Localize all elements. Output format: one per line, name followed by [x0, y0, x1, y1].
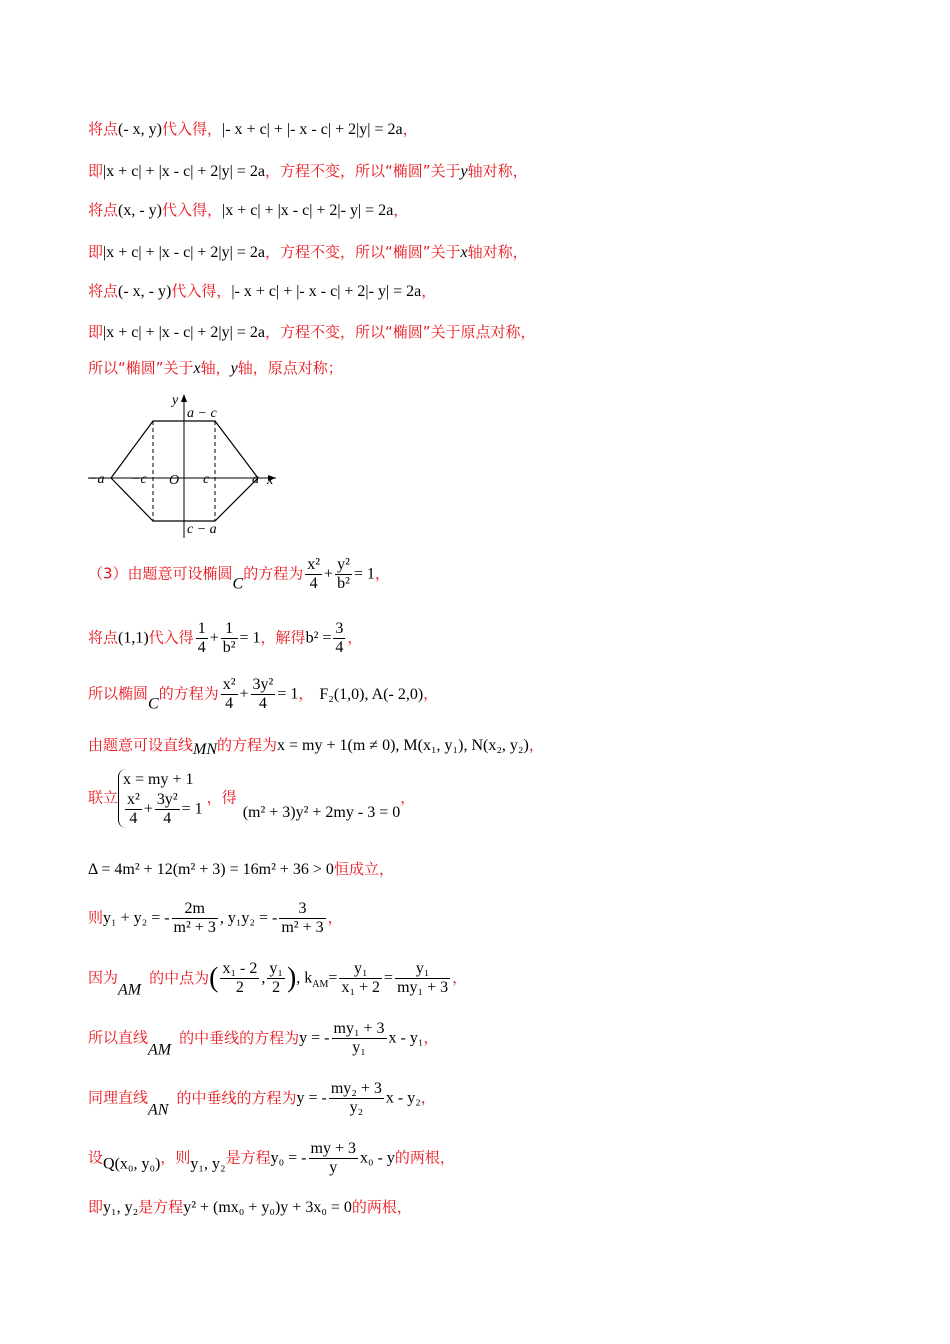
text: 代入得，	[162, 201, 223, 219]
text: ，方程不变，所以“椭圆”关于	[264, 162, 461, 180]
pos-c-label: c	[203, 472, 210, 487]
math: Q(x₀, y₀)	[103, 1155, 161, 1173]
line-discriminant	[88, 859, 394, 880]
fraction	[196, 620, 208, 657]
text: 轴对称，	[467, 243, 528, 261]
equation-system	[118, 769, 203, 828]
text: ，	[374, 564, 390, 583]
text: 代入得，	[171, 282, 232, 300]
math: y₁	[352, 1039, 366, 1056]
math: MN	[193, 741, 218, 758]
fraction	[251, 676, 276, 713]
math: C	[148, 695, 159, 713]
math: x	[193, 360, 201, 377]
top-label: a − c	[187, 406, 217, 421]
math: (m² + 3)y² + 2my - 3 = 0	[242, 803, 401, 821]
math: my₂ + 3	[330, 1080, 382, 1097]
math: = 1	[353, 565, 375, 583]
math: y₂	[349, 1099, 364, 1116]
text: 将点	[88, 201, 119, 219]
math: m² + 3	[173, 919, 216, 936]
text: ，方程不变，所以“椭圆”关于原点对称，	[264, 323, 536, 341]
math: x₁ + 2	[341, 979, 381, 996]
math: 1	[197, 620, 206, 637]
fraction	[155, 791, 180, 828]
math: y	[230, 360, 238, 377]
text: ，	[528, 736, 544, 754]
math: x - y₁	[388, 1029, 424, 1047]
fraction	[172, 900, 218, 937]
math: 3y²	[252, 676, 274, 693]
math: (x, - y)	[118, 202, 162, 219]
text: 由题意可设直线	[88, 736, 194, 754]
math: 2	[235, 979, 244, 996]
math: 3y²	[156, 791, 178, 808]
math: b² =	[305, 629, 332, 647]
text: 设	[88, 1148, 104, 1167]
math: y	[329, 1159, 338, 1176]
math: 1	[221, 620, 238, 639]
math: (1,1)	[118, 629, 149, 647]
math: y₀ = -	[270, 1149, 307, 1167]
text: 是方程	[225, 1148, 271, 1167]
line-origin-symmetry	[88, 322, 536, 343]
math: 2m	[172, 900, 218, 919]
fraction	[309, 1140, 358, 1177]
math: AM	[118, 981, 142, 999]
text: ，	[420, 1088, 436, 1107]
text: 的中点为	[149, 968, 210, 987]
line-simultaneous	[88, 769, 415, 828]
text: 将点	[88, 628, 119, 647]
text: ，得	[206, 788, 237, 807]
text: 同理直线	[88, 1088, 149, 1107]
y-axis-label: y	[172, 393, 179, 408]
math: y₁	[395, 960, 450, 979]
text: 即	[88, 323, 104, 341]
text: ，则	[160, 1148, 191, 1167]
text: 轴对称，	[467, 162, 528, 180]
math: x²	[127, 791, 140, 808]
line-bisector-an	[88, 1080, 436, 1121]
text: 即	[88, 1198, 104, 1216]
math: x²	[222, 676, 236, 693]
math: F₂(1,0), A(- 2,0)	[319, 685, 424, 703]
math: x	[460, 244, 468, 261]
fraction	[333, 620, 345, 657]
fraction	[329, 1080, 384, 1117]
math: y₁, y₂	[190, 1155, 226, 1173]
fraction	[395, 960, 450, 997]
text: 即	[88, 162, 104, 180]
line-substitute-neg-y	[88, 200, 408, 221]
math: y	[460, 163, 468, 180]
text: 是方程	[138, 1198, 184, 1216]
math: b²	[222, 639, 236, 656]
math: |- x + c| + |- x - c| + 2|y| = 2a	[222, 121, 403, 138]
math: 4	[309, 575, 318, 592]
line-vieta	[88, 900, 343, 937]
math: |x + c| + |x - c| + 2|y| = 2a	[103, 163, 265, 180]
math: my + 3	[310, 1140, 356, 1157]
hexagon-figure	[86, 390, 286, 540]
fraction	[267, 960, 285, 997]
pos-a-label: a	[252, 472, 259, 487]
text: 将点	[88, 282, 119, 300]
line-bisector-am	[88, 1020, 438, 1061]
neg-a-label: −a	[88, 472, 105, 487]
text: 的两根，	[351, 1198, 412, 1216]
math: = 1	[181, 800, 203, 818]
text: 联立	[88, 788, 119, 807]
fraction	[335, 556, 352, 593]
line-ellipse-form	[88, 556, 390, 595]
math: =	[328, 969, 338, 987]
math: = 1	[277, 685, 299, 703]
math: |x + c| + |x - c| + 2|y| = 2a	[103, 244, 265, 261]
text: ，	[423, 684, 439, 703]
fraction	[221, 676, 238, 713]
line-x-axis-symmetry	[88, 242, 528, 263]
math: 4	[335, 639, 344, 656]
line-symmetry-conclusion	[88, 358, 343, 379]
math: y₁	[339, 960, 382, 979]
math: AM	[312, 978, 329, 990]
math: Δ = 4m² + 12(m² + 3) = 16m² + 36 > 0	[88, 861, 334, 878]
math: +	[239, 685, 249, 703]
text: 轴，	[200, 359, 231, 377]
math: y² + (mx₀ + y₀)y + 3x₀ = 0	[183, 1199, 352, 1216]
math: (- x, - y)	[118, 283, 172, 300]
math: x - y₂	[385, 1089, 421, 1107]
text: ，	[298, 684, 314, 703]
math: y = -	[296, 1089, 327, 1107]
math: AN	[148, 1101, 169, 1119]
fraction	[279, 900, 325, 937]
math: x₁ - 2	[222, 960, 258, 977]
text: 的方程为	[217, 736, 278, 754]
math: +	[143, 800, 153, 818]
text: 所以椭圆	[88, 684, 149, 703]
math: |x + c| + |x - c| + 2|y| = 2a	[103, 324, 265, 341]
text: 将点	[88, 120, 119, 138]
text: 代入得	[148, 628, 194, 647]
math: 4	[163, 810, 172, 827]
fraction	[221, 620, 238, 657]
math: x²	[307, 556, 321, 573]
math: ,	[261, 969, 266, 987]
math: +	[324, 565, 334, 583]
math: x = my + 1(m ≠ 0), M(x₁, y₁), N(x₂, y₂)	[277, 737, 529, 754]
fraction	[305, 556, 322, 593]
text: ，	[393, 201, 409, 219]
text: 轴，原点对称；	[237, 359, 343, 377]
text: 的方程为	[158, 684, 219, 703]
text: （3）由题意可设椭圆	[88, 564, 233, 583]
line-ellipse-equation	[88, 676, 438, 715]
y-axis-arrow-icon	[181, 394, 187, 402]
text: 所以直线	[88, 1028, 149, 1047]
fraction	[125, 791, 142, 828]
line-line-mn	[88, 735, 544, 760]
math: , k	[296, 969, 313, 987]
math: y₁ + y₂ = -	[103, 909, 170, 927]
line-y-axis-symmetry	[88, 161, 528, 182]
text: 恒成立，	[333, 860, 394, 878]
math: (- x, y)	[118, 121, 162, 138]
line-quadratic-roots	[88, 1197, 412, 1218]
fraction	[220, 960, 259, 997]
math: =	[384, 969, 394, 987]
text: ，	[421, 282, 437, 300]
math: 4	[197, 639, 206, 656]
text: 代入得，	[162, 120, 223, 138]
math: y = -	[299, 1029, 330, 1047]
text: ，	[423, 1028, 439, 1047]
neg-c-label: −c	[131, 472, 147, 487]
math: , y₁y₂ = -	[219, 909, 278, 927]
math: 4	[225, 695, 234, 712]
text: ，	[347, 628, 363, 647]
math: |x + c| + |x - c| + 2|- y| = 2a	[222, 202, 394, 219]
text: 的中垂线的方程为	[179, 1028, 300, 1047]
text: 的方程为	[243, 564, 304, 583]
text: ，	[452, 968, 468, 987]
math: |- x + c| + |- x - c| + 2|- y| = 2a	[231, 283, 422, 300]
x-axis-label: x	[267, 473, 274, 488]
line-substitute-neg-both	[88, 281, 436, 302]
text: ，	[327, 908, 343, 927]
math: m² + 3	[281, 919, 324, 936]
text: 所以“椭圆”关于	[88, 359, 194, 377]
fraction	[339, 960, 382, 997]
line-midpoint-am	[88, 960, 467, 1001]
math: y²	[337, 556, 350, 573]
math: y₁	[269, 960, 283, 977]
line-substitute-point	[88, 620, 362, 657]
text: ，解得	[260, 628, 306, 647]
fraction	[332, 1020, 387, 1057]
math: 4	[258, 695, 267, 712]
math: AM	[148, 1041, 172, 1059]
math: 3	[335, 620, 344, 637]
math: my₁ + 3	[397, 979, 449, 996]
math: y₁, y₂	[103, 1199, 139, 1216]
math: 4	[129, 810, 138, 827]
line-substitute-neg-x	[88, 119, 418, 140]
math: C	[232, 575, 244, 593]
math: +	[209, 629, 219, 647]
math: x₀ - y	[359, 1149, 395, 1167]
origin-label: O	[169, 473, 180, 488]
open-paren: (	[209, 962, 219, 994]
text: 则	[88, 908, 104, 927]
math: 2	[272, 979, 281, 996]
text: 的两根，	[394, 1148, 455, 1167]
math: 3	[279, 900, 325, 919]
text: 即	[88, 243, 104, 261]
math: b²	[337, 575, 350, 592]
text: 的中垂线的方程为	[176, 1088, 297, 1107]
text: ，	[400, 788, 416, 807]
math: = 1	[239, 629, 261, 647]
close-paren: )	[286, 962, 297, 994]
math: my₁ + 3	[333, 1020, 385, 1037]
bottom-label: c − a	[187, 522, 217, 537]
math: x = my + 1	[123, 771, 194, 788]
text: ，	[402, 120, 418, 138]
text: ，方程不变，所以“椭圆”关于	[264, 243, 461, 261]
line-set-q	[88, 1140, 455, 1177]
text: 因为	[88, 968, 119, 987]
